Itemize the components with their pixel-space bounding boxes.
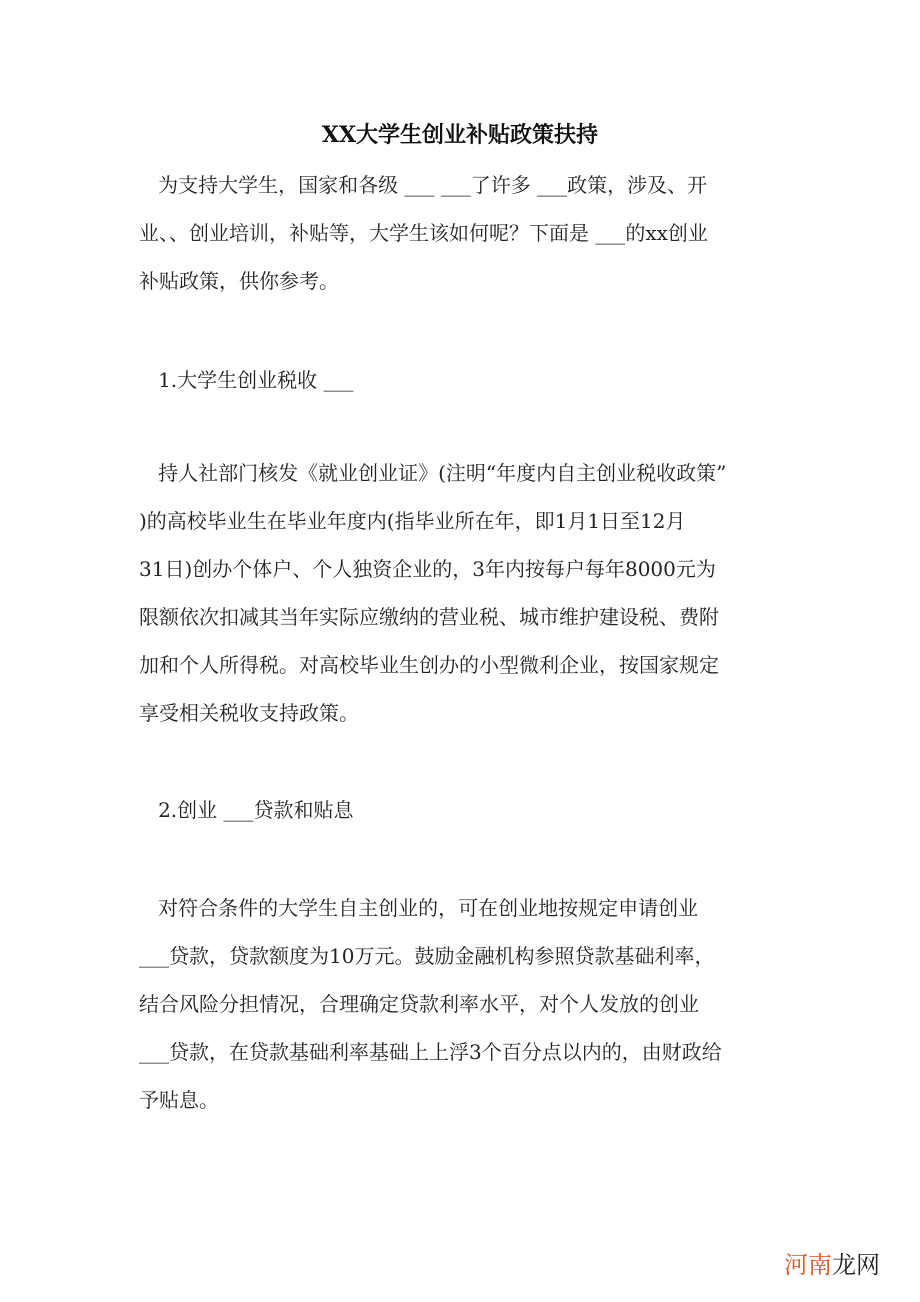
text-line: 31日)创办个体户、个人独资企业的，3年内按每户每年8000元为 <box>139 557 716 581</box>
text-line: 结合风险分担情况，合理确定贷款利率水平，对个人发放的创业 <box>139 992 699 1016</box>
section-heading: 2.创业 ___贷款和贴息 <box>139 798 354 822</box>
watermark-part2: 龙网 <box>832 1251 880 1279</box>
text-line: 为支持大学生，国家和各级 ___ ___了许多 ___政策，涉及、开 <box>139 173 708 197</box>
text-line: 加和个人所得税。对高校毕业生创办的小型微利企业，按国家规定 <box>139 653 719 677</box>
watermark-part1: 河南 <box>784 1251 832 1279</box>
text-line: 予贴息。 <box>139 1088 219 1112</box>
text-line: ___贷款，在贷款基础利率基础上上浮3个百分点以内的，由财政给 <box>139 1040 722 1064</box>
section-heading: 1.大学生创业税收 ___ <box>139 368 354 392</box>
document-title: XX大学生创业补贴政策扶持 <box>321 122 599 148</box>
text-line: )的高校毕业生在毕业年度内(指毕业所在年，即1月1日至12月 <box>139 509 686 533</box>
text-line: 补贴政策，供你参考。 <box>139 269 339 293</box>
text-line: ___贷款，贷款额度为10万元。鼓励金融机构参照贷款基础利率， <box>139 944 715 968</box>
text-line: 享受相关税收支持政策。 <box>139 701 359 725</box>
text-line: 业、、创业培训，补贴等，大学生该如何呢？下面是 ___的xx创业 <box>139 221 708 245</box>
text-line: 持人社部门核发《就业创业证》(注明“年度内自主创业税收政策” <box>139 461 727 485</box>
text-line: 限额依次扣减其当年实际应缴纳的营业税、城市维护建设税、费附 <box>139 605 719 629</box>
text-line: 对符合条件的大学生自主创业的，可在创业地按规定申请创业 <box>139 896 699 920</box>
watermark-logo <box>784 1250 880 1280</box>
